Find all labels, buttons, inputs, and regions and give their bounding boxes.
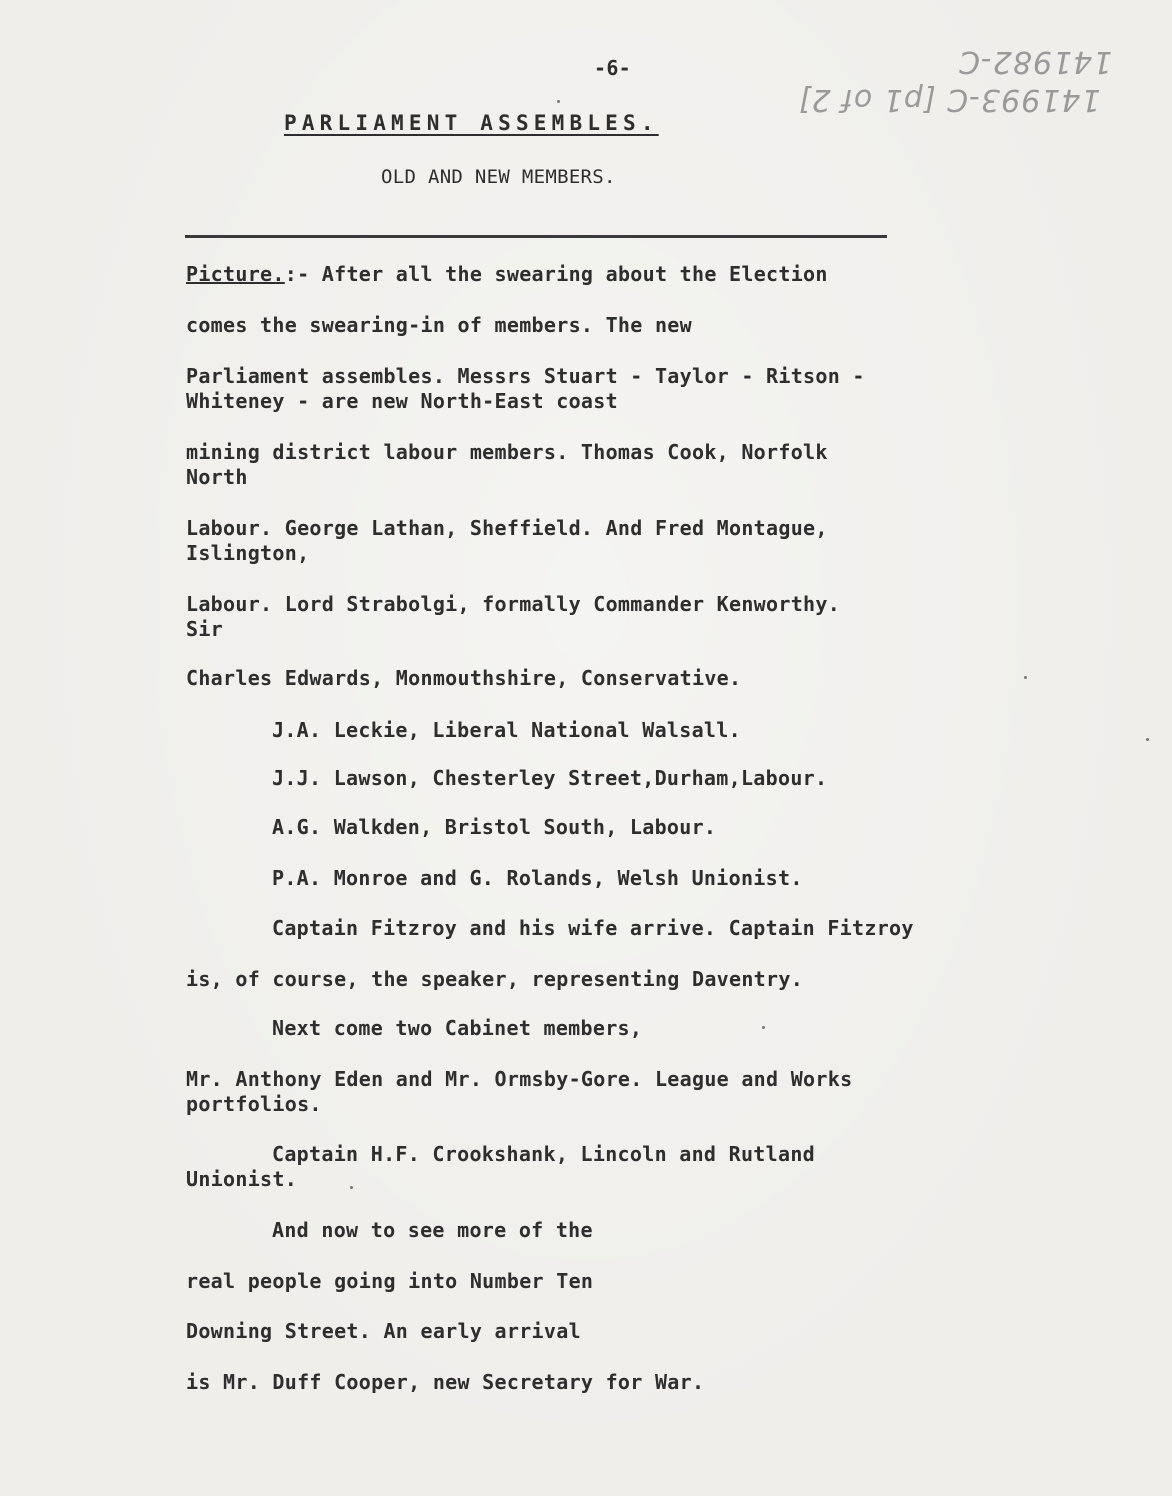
body-line-16: Captain Fitzroy and his wife arrive. Captain Fitzroy <box>272 916 914 940</box>
body-line-19: Mr. Anthony Eden and Mr. Ormsby-Gore. League and Works <box>186 1067 853 1091</box>
paper-speck <box>762 1026 765 1029</box>
body-line-3: Parliament assembles. Messrs Stuart - Taylor - Ritson - <box>186 364 865 388</box>
body-line-20: portfolios. <box>186 1092 322 1116</box>
body-line-4: Whiteney - are new North-East coast <box>186 389 618 413</box>
paper-speck <box>557 100 560 103</box>
body-line-22: Unionist. <box>186 1167 298 1191</box>
body-line-5: mining district labour members. Thomas Cook, Norfolk <box>186 440 828 464</box>
body-line-26: is Mr. Duff Cooper, new Secretary for War. <box>186 1370 705 1394</box>
body-line-15: P.A. Monroe and G. Rolands, Welsh Unionist. <box>272 866 803 890</box>
body-line-24: real people going into Number Ten <box>186 1269 594 1293</box>
body-line-2: comes the swearing-in of members. The new <box>186 313 692 337</box>
body-line-21: Captain H.F. Crookshank, Lincoln and Rutland <box>272 1142 816 1166</box>
body-line-9: Labour. Lord Strabolgi, formally Commander Kenworthy. <box>186 592 841 616</box>
body-line-1-text: :- After all the swearing about the Election <box>284 262 828 286</box>
body-line-1 <box>186 262 828 286</box>
body-line-11: Charles Edwards, Monmouthshire, Conservative. <box>186 666 742 690</box>
body-line-6: North <box>186 465 248 489</box>
page-title: PARLIAMENT ASSEMBLES. <box>284 111 659 135</box>
body-line-23: And now to see more of the <box>272 1218 593 1242</box>
title-rule <box>185 235 887 238</box>
body-line-17: is, of course, the speaker, representing Daventry. <box>186 967 804 991</box>
body-line-13: J.J. Lawson, Chesterley Street,Durham,Labour. <box>272 766 828 790</box>
body-line-18: Next come two Cabinet members, <box>272 1016 643 1040</box>
body-line-7: Labour. George Lathan, Sheffield. And Fred Montague, <box>186 516 828 540</box>
page-subtitle: OLD AND NEW MEMBERS. <box>381 166 616 188</box>
archive-mark-2: 141993-C [p1 of 2] <box>798 82 1101 117</box>
paper-speck <box>350 1186 353 1189</box>
paper-speck <box>1146 738 1149 741</box>
body-line-8: Islington, <box>186 541 310 565</box>
body-line-10: Sir <box>186 617 224 641</box>
body-line-25: Downing Street. An early arrival <box>186 1319 581 1343</box>
picture-label: Picture. <box>186 262 285 286</box>
body-line-12: J.A. Leckie, Liberal National Walsall. <box>272 718 741 742</box>
paper-speck <box>1024 676 1027 679</box>
archive-mark-1: 141982-C <box>958 44 1113 79</box>
body-line-14: A.G. Walkden, Bristol South, Labour. <box>272 815 717 839</box>
page-number: -6- <box>594 56 632 80</box>
